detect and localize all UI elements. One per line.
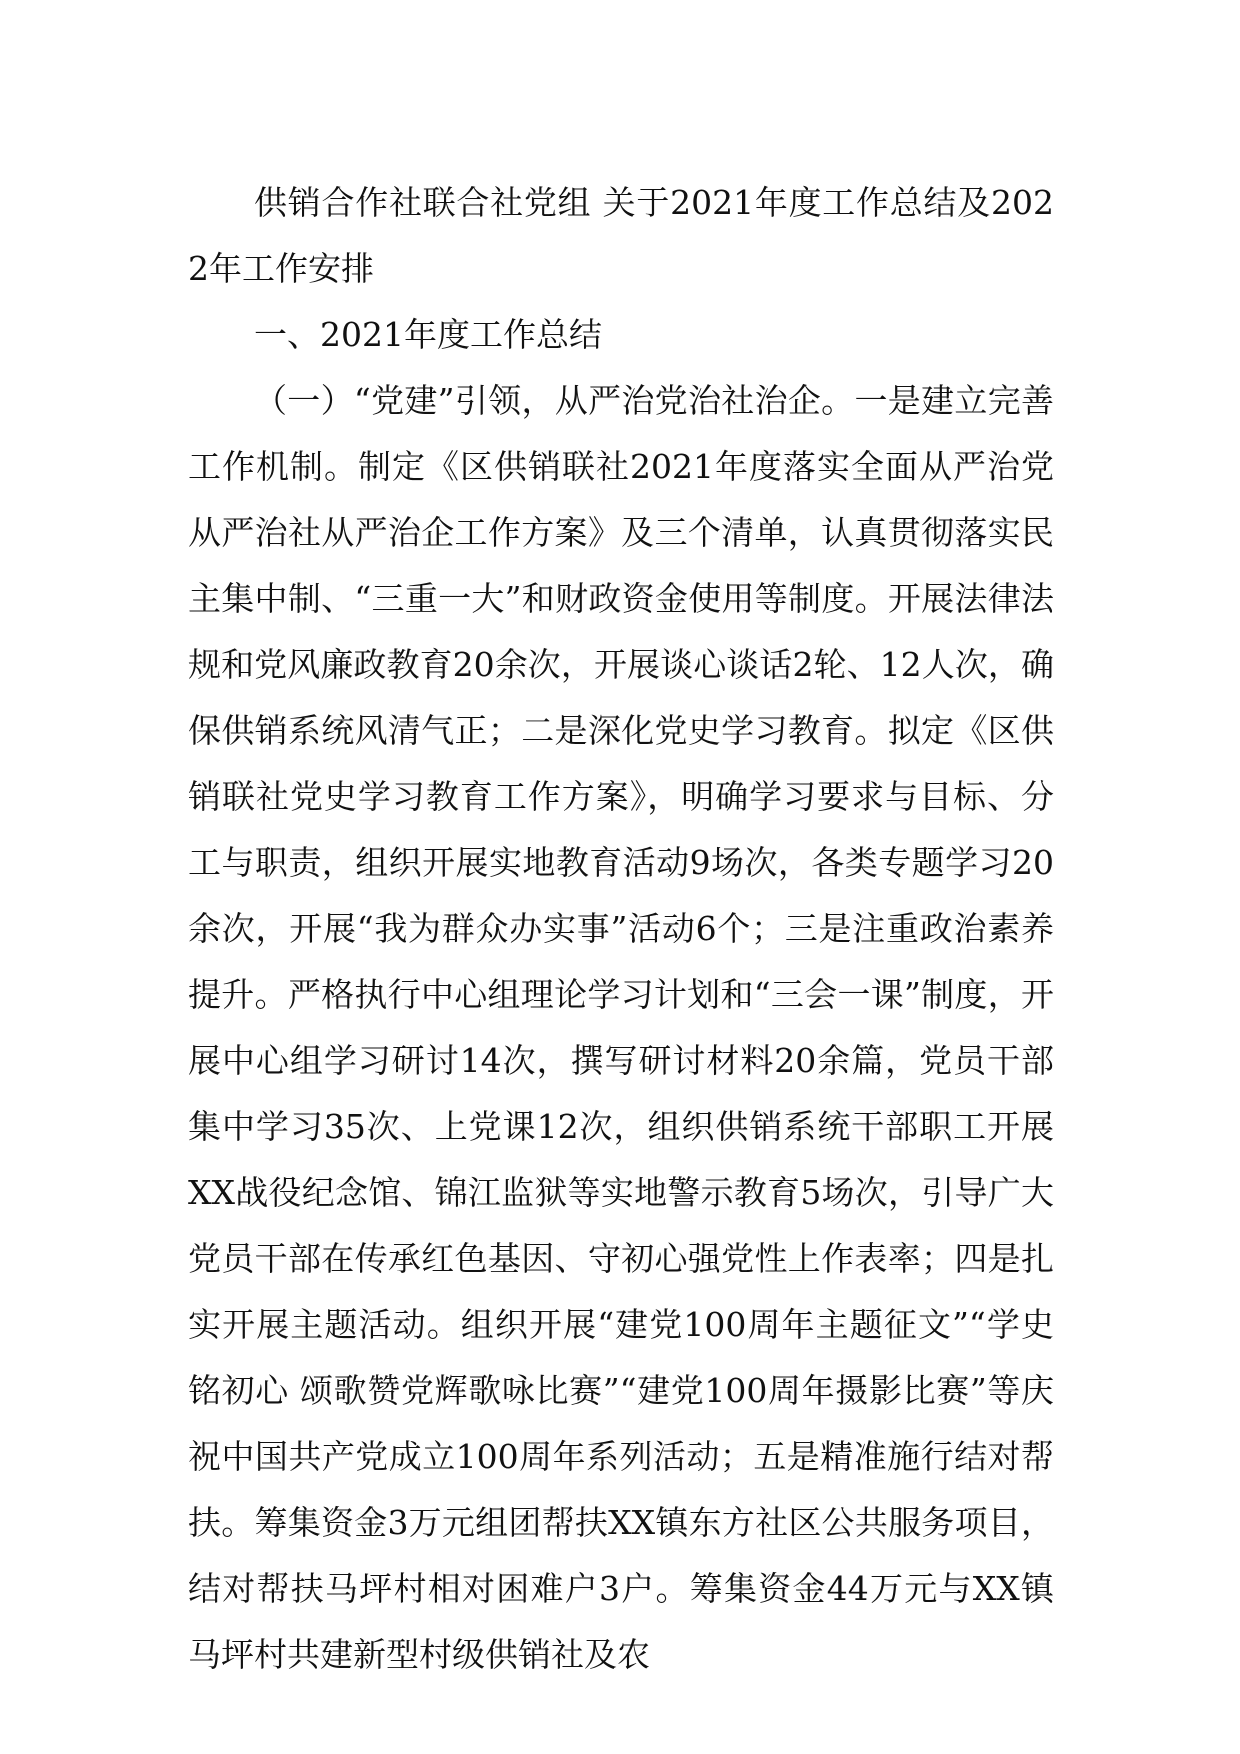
document-title: 供销合作社联合社党组 关于2021年度工作总结及2022年工作安排: [188, 183, 1054, 288]
body-paragraph: （一）“党建”引领，从严治党治社治企。一是建立完善工作机制。制定《区供销联社2021年度落实全面从严治党从严治社从严治企工作方案》及三个清单，认真贯彻落实民主集中制、“三重一大”和财政资金使用等制度。开展法律法规和党风廉政教育20余次，开展谈心谈话2轮、12人次，确保供销系统风清气正；二是深化党史学习教育。拟定《区供销联社党史学习教育工作方案》，明确学习要求与目标、分工与职责，组织开展实地教育活动9场次，各类专题学习20余次，开展“我为群众办实事”活动6个；三是注重政治素养提升。严格执行中心组理论学习计划和“三会一课”制度，开展中心组学习研讨14次，撰写研讨材料20余篇，党员干部集中学习35次、上党课12次，组织供销系统干部职工开展XX战役纪念馆、锦江监狱等实地警示教育5场次，引导广大党员干部在传承红色基因、守初心强党性上作表率；四是扎实开展主题活动。组织开展“建党100周年主题征文”“学史铭初心 颂歌赞党辉歌咏比赛”“建党100周年摄影比赛”等庆祝中国共产党成立100周年系列活动；五是精准施行结对帮扶。筹集资金3万元组团帮扶XX镇东方社区公共服务项目，结对帮扶马坪村相对困难户3户。筹集资金44万元与XX镇马坪村共建新型村级供销社及农: [188, 381, 1054, 1674]
document-body: [188, 170, 1054, 1688]
section-heading: 一、2021年度工作总结: [254, 315, 602, 354]
